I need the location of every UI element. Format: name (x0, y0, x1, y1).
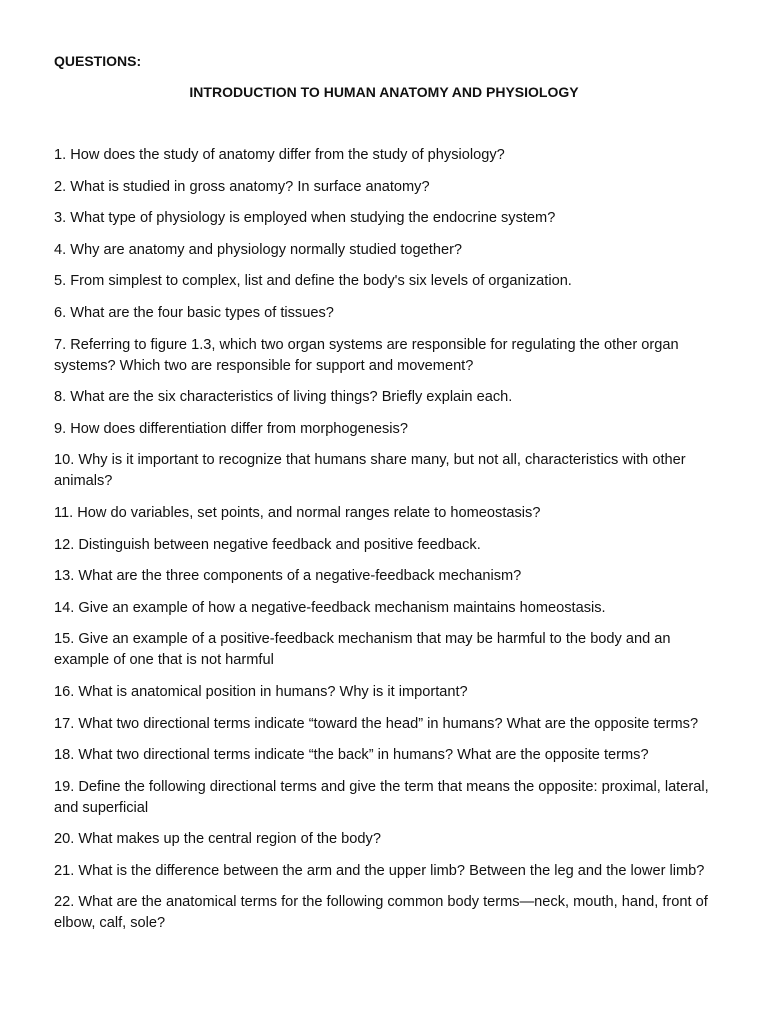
question-item: 10. Why is it important to recognize that humans share many, but not all, characteristics with other animals? (54, 452, 686, 490)
question-item: 13. What are the three components of a negative-feedback mechanism? (54, 568, 522, 585)
question-item: 16. What is anatomical position in humans? Why is it important? (54, 683, 468, 700)
question-item: 9. How does differentiation differ from morphogenesis? (54, 420, 408, 437)
question-item: 22. What are the anatomical terms for the following common body terms—neck, mouth, hand, front of elbow, calf, sole? (54, 894, 708, 932)
question-list (54, 145, 720, 934)
question-item: 15. Give an example of a positive-feedback mechanism that may be harmful to the body and an example of one that is not harmful (54, 631, 671, 669)
question-item: 12. Distinguish between negative feedback and positive feedback. (54, 536, 481, 553)
section-heading: QUESTIONS: (54, 53, 142, 69)
question-item: 8. What are the six characteristics of living things? Briefly explain each. (54, 389, 513, 406)
question-item: 19. Define the following directional terms and give the term that means the opposite: proximal, lateral, and superficial (54, 778, 709, 816)
question-item: 3. What type of physiology is employed when studying the endocrine system? (54, 210, 556, 227)
question-item: 17. What two directional terms indicate “toward the head” in humans? What are the opposite terms? (54, 715, 699, 732)
question-item: 1. How does the study of anatomy differ from the study of physiology? (54, 147, 505, 163)
question-item: 7. Referring to figure 1.3, which two organ systems are responsible for regulating the other organ systems? Which two are responsible for support and movement? (54, 336, 679, 374)
question-item: 20. What makes up the central region of the body? (54, 831, 381, 848)
question-item: 6. What are the four basic types of tissues? (54, 304, 334, 321)
question-item: 14. Give an example of how a negative-feedback mechanism maintains homeostasis. (54, 599, 606, 616)
question-item: 18. What two directional terms indicate “the back” in humans? What are the opposite terms? (54, 747, 649, 764)
question-item: 21. What is the difference between the arm and the upper limb? Between the leg and the lower limb? (54, 862, 705, 879)
question-item: 4. Why are anatomy and physiology normally studied together? (54, 241, 463, 258)
question-item: 5. From simplest to complex, list and define the body's six levels of organization. (54, 273, 572, 290)
question-item: 2. What is studied in gross anatomy? In surface anatomy? (54, 178, 430, 195)
document-title: INTRODUCTION TO HUMAN ANATOMY AND PHYSIOLOGY (189, 84, 579, 100)
question-item: 11. How do variables, set points, and normal ranges relate to homeostasis? (54, 504, 541, 521)
